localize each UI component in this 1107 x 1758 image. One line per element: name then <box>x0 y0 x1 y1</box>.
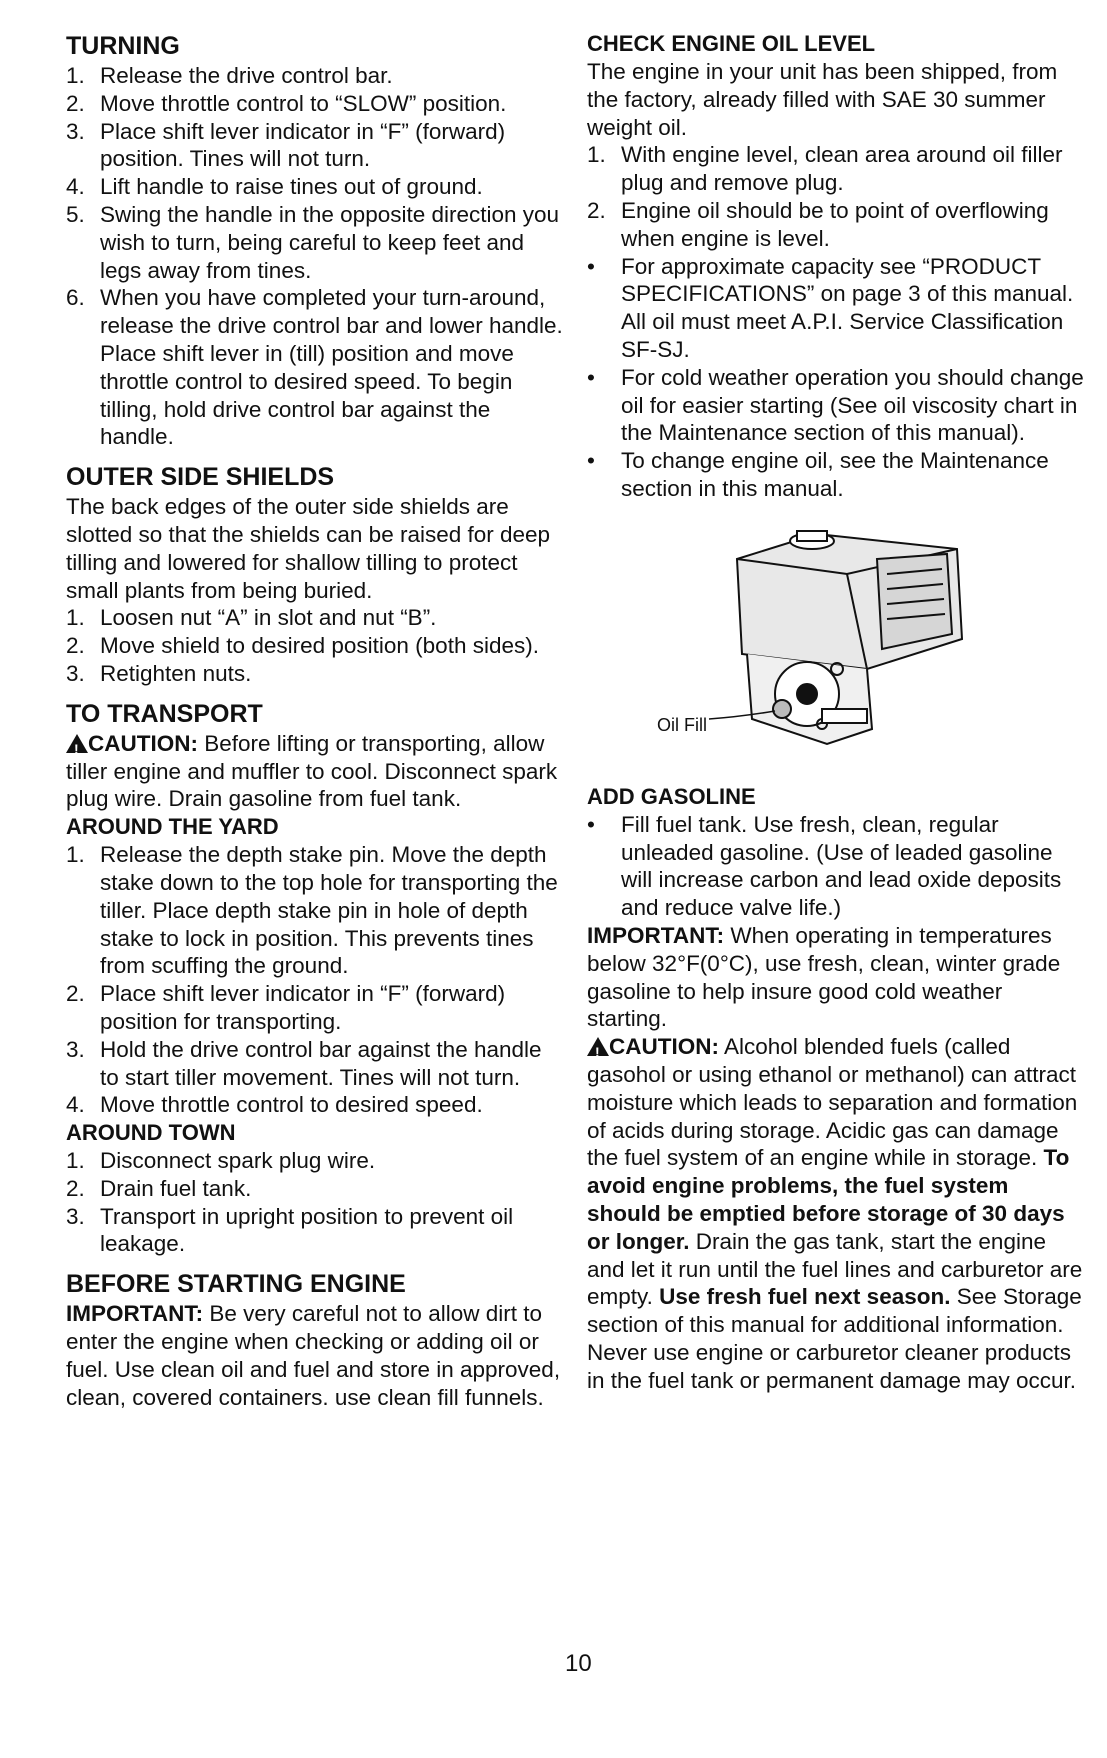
warning-icon <box>587 1037 609 1056</box>
around-yard-heading: AROUND THE YARD <box>66 814 279 840</box>
list-item: 3. Hold the drive control bar against the handle to start tiller movement. Tines will not turn. <box>66 1036 542 1090</box>
list-item: 6. When you have completed your turn-around, release the drive control bar and lower handle. Place shift lever in (till) position and move throttle control to desired speed. To begin tilling, hold drive control bar against the handle. <box>66 285 563 450</box>
page-number: 10 <box>565 1650 592 1677</box>
engine-drawing <box>647 519 1067 769</box>
list-item: 3. Transport in upright position to prevent oil leakage. <box>66 1203 514 1257</box>
list-item: 1. Release the depth stake pin. Move the depth stake down to the top hole for transporting the tiller. Place depth stake pin in hole of depth stake to lock in position. This prevents tines from scuffing the ground. <box>66 842 558 979</box>
list-item: 1. With engine level, clean area around oil filler plug and remove plug. <box>587 142 1063 196</box>
list-item: 3. Retighten nuts. <box>66 660 252 686</box>
list-item: 2. Place shift lever indicator in “F” (forward) position for transporting. <box>66 981 506 1034</box>
oil-fill-label: Oil Fill <box>657 714 707 735</box>
transport-caution: !CAUTION: Before lifting or transporting, allow tiller engine and muffler to cool. Disconnect spark plug wire. Drain gasoline from fuel tank. <box>66 730 566 813</box>
before-starting-heading: BEFORE STARTING ENGINE <box>66 1270 406 1299</box>
add-gasoline-heading: ADD GASOLINE <box>587 783 756 809</box>
add-gasoline-important: IMPORTANT: When operating in temperatures below 32°F(0°C), use fresh, clean, winter grade gasoline to help insure good cold weather starting. <box>587 922 1061 1032</box>
around-yard-list <box>66 841 566 1119</box>
list-item: 2. Move shield to desired position (both sides). <box>66 633 539 659</box>
check-oil-bullets <box>587 253 1087 503</box>
right-column <box>587 30 1087 1394</box>
turning-heading: TURNING <box>66 32 180 60</box>
list-item: 1. Loosen nut “A” in slot and nut “B”. <box>66 605 437 631</box>
left-column <box>66 30 566 1411</box>
outer-shields-heading: OUTER SIDE SHIELDS <box>66 463 335 492</box>
warning-icon <box>66 734 88 753</box>
list-item: • To change engine oil, see the Maintenance section in this manual. <box>587 448 1049 501</box>
around-town-list <box>66 1147 566 1258</box>
list-item: 1. Disconnect spark plug wire. <box>66 1148 376 1174</box>
list-item: • Fill fuel tank. Use fresh, clean, regular unleaded gasoline. (Use of leaded gasoline will increase carbon and lead oxide deposits and reduce valve life.) <box>587 811 1062 921</box>
outer-shields-intro: The back edges of the outer side shields are slotted so that the shields can be raised for deep tilling and lowered for shallow tilling to protect small plants from being buried. <box>66 494 551 603</box>
list-item: 1. Release the drive control bar. <box>66 63 393 88</box>
turning-list <box>66 62 566 451</box>
engine-oil-fill-illustration <box>647 519 1067 769</box>
list-item: 2. Engine oil should be to point of overflowing when engine is level. <box>587 197 1049 251</box>
list-item: 4. Move throttle control to desired speed. <box>66 1092 483 1118</box>
list-item: 2. Drain fuel tank. <box>66 1175 252 1201</box>
list-item: 5. Swing the handle in the opposite direction you wish to turn, being careful to keep feet and legs away from tines. <box>66 201 560 283</box>
list-item: 4. Lift handle to raise tines out of ground. <box>66 174 483 200</box>
list-item: • For approximate capacity see “PRODUCT SPECIFICATIONS” on page 3 of this manual. All oil must meet A.P.I. Service Classification SF-SJ. <box>587 253 1074 362</box>
around-town-heading: AROUND TOWN <box>66 1120 236 1146</box>
add-gasoline-bullets <box>587 811 1087 922</box>
outer-shields-list <box>66 604 566 687</box>
check-oil-heading: CHECK ENGINE OIL LEVEL <box>587 31 876 56</box>
list-item: 3. Place shift lever indicator in “F” (forward) position. Tines will not turn. <box>66 118 506 172</box>
transport-heading: TO TRANSPORT <box>66 699 263 728</box>
list-item: • For cold weather operation you should change oil for easier starting (See oil viscosity chart in the Maintenance section of this manual). <box>587 364 1084 446</box>
check-oil-list <box>587 141 1087 252</box>
add-gasoline-caution: !CAUTION: Alcohol blended fuels (called gasohol or using ethanol or methanol) can attract moisture which leads to separation and formation of acids during storage. Acidic gas can damage the fuel system of an engine while in storage. To avoid engine problems, the fuel system should be emptied before storage of 30 days or longer. Drain the gas tank, start the engine and let it run until the fuel lines and carburetor are empty. Use fresh fuel next season. See Storage section of this manual for additional information. Never use engine or carburetor cleaner products in the fuel tank or permanent damage may occur. <box>587 1033 1087 1394</box>
list-item: 2. Move throttle control to “SLOW” position. <box>66 90 507 116</box>
check-oil-intro: The engine in your unit has been shipped, from the factory, already filled with SAE 30 summer weight oil. <box>587 59 1058 140</box>
before-starting-important: IMPORTANT: Be very careful not to allow dirt to enter the engine when checking or adding oil or fuel. Use clean oil and fuel and store in approved, clean, covered containers. use clean fill funnels. <box>66 1301 561 1410</box>
